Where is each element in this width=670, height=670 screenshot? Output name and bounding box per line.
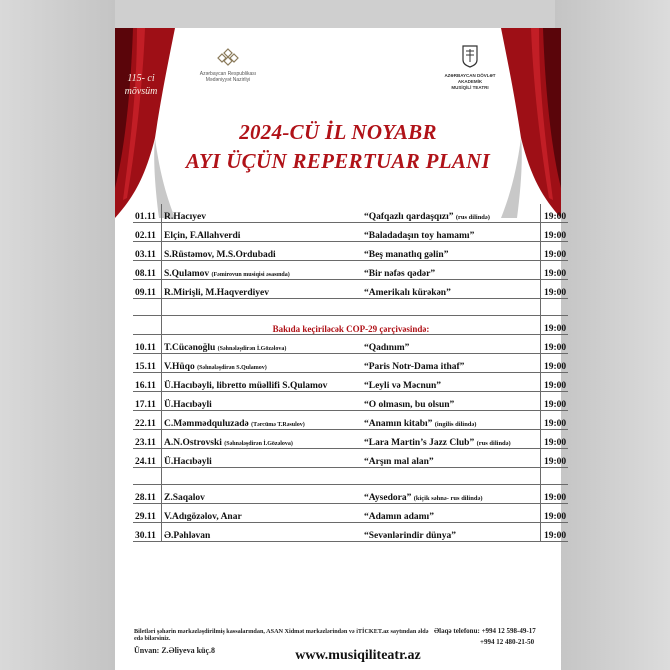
author-cell: [162, 430, 363, 449]
table-row: [133, 430, 568, 449]
author-cell: [162, 504, 363, 523]
author-text: R.Mirişli, M.Haqverdiyev: [164, 288, 270, 298]
author-text: C.Məmmədquluzadə: [164, 419, 249, 429]
show-cell: [362, 242, 541, 261]
author-cell: [162, 354, 363, 373]
show-title: “Bir nəfəs qədər”: [364, 269, 436, 279]
table-row: [133, 261, 568, 280]
phone-number-1: +994 12 598-49-17: [481, 627, 536, 635]
author-cell: [162, 411, 363, 430]
theatre-name-line2: AKADEMİK: [457, 79, 483, 84]
table-row: [133, 354, 568, 373]
website-link[interactable]: www.musiqiliteatr.az: [295, 648, 421, 663]
show-title: “Baladadaşın toy hamamı”: [364, 231, 475, 241]
author-text: Ü.Hacıbəyli, libretto müəllifi S.Qulamov: [164, 381, 328, 391]
cop-heading: Bakıda keçiriləcək COP-29 çərçivəsində:: [162, 316, 541, 335]
season-number: 115- ci: [127, 73, 155, 84]
show-title: “Amerikalı kürəkən”: [364, 288, 451, 298]
contact-phones: [434, 626, 554, 648]
date-cell: 24.11: [133, 449, 162, 468]
author-text: V.Adıgözəlov, Anar: [164, 512, 242, 522]
show-title: “Anamın kitabı”: [364, 419, 433, 429]
ticket-info-text: Biletləri şəhərin mərkəzləşdirilmiş kassalarından, ASAN Xidmət mərkəzlərindən və iTİCKET.az saytından əldə edə bilərsiniz.: [134, 628, 429, 642]
author-text: Ə.Pəhləvan: [164, 531, 211, 541]
table-row: [133, 392, 568, 411]
show-cell: [362, 373, 541, 392]
author-cell: [162, 335, 363, 354]
time-cell: 19:00: [541, 242, 569, 261]
theatre-logo: [435, 44, 505, 91]
table-row: [133, 204, 568, 223]
empty-row: [133, 299, 568, 316]
author-text: Elçin, F.Allahverdi: [164, 231, 241, 241]
table-row: [133, 523, 568, 542]
date-cell: 16.11: [133, 373, 162, 392]
date-cell: 23.11: [133, 430, 162, 449]
ministry-logo: [183, 48, 273, 83]
table-row: [133, 449, 568, 468]
table-row: [133, 485, 568, 504]
author-text: S.Qulamov: [164, 269, 210, 279]
table-row: [133, 373, 568, 392]
table-row: [133, 223, 568, 242]
date-cell: 10.11: [133, 335, 162, 354]
author-text: Ü.Hacıbəyli: [164, 457, 212, 467]
author-cell: [162, 261, 363, 280]
red-curtain-left: [115, 28, 175, 218]
date-cell: 30.11: [133, 523, 162, 542]
time-cell: 19:00: [541, 204, 569, 223]
blurred-background-right: [555, 0, 670, 670]
time-cell: 19:00: [541, 373, 569, 392]
show-note: (kiçik səhnə- rus dilində): [413, 495, 483, 502]
address-text: Ünvan: Z.Əliyeva küç.8: [134, 646, 216, 655]
show-note: (rus dilində): [476, 440, 511, 447]
author-note: (Səhnələşdirən İ.Gözəlova): [217, 346, 287, 352]
time-cell: 19:00: [541, 335, 569, 354]
show-cell: [362, 223, 541, 242]
table-row: [133, 411, 568, 430]
ministry-emblem-icon: [217, 48, 239, 66]
show-title: “Aysedora”: [364, 493, 412, 503]
time-cell: 19:00: [541, 223, 569, 242]
date-cell: 08.11: [133, 261, 162, 280]
table-row: [133, 335, 568, 354]
date-cell: 03.11: [133, 242, 162, 261]
table-row: [133, 504, 568, 523]
time-cell: 19:00: [541, 280, 569, 299]
date-cell: 22.11: [133, 411, 162, 430]
ministry-name-line2: Mədəniyyət Nazirliyi: [205, 77, 251, 83]
date-cell: 17.11: [133, 392, 162, 411]
show-note: (ingilis dilində): [434, 421, 477, 428]
time-cell: 19:00: [541, 316, 569, 335]
season-word: mövsüm: [124, 86, 158, 97]
poster-title-line2: AYI ÜÇÜN REPERTUAR PLANI: [185, 149, 491, 173]
author-cell: [162, 523, 363, 542]
show-title: “Sevənlərindir dünya”: [364, 531, 456, 541]
author-note: (Səhnələşdirən İ.Gözəlova): [224, 441, 293, 447]
time-cell: 19:00: [541, 449, 569, 468]
show-cell: [362, 411, 541, 430]
author-note: (Tərcümə T.Rəsulov): [251, 422, 305, 428]
author-text: A.N.Ostrovski: [164, 438, 222, 448]
show-cell: [362, 504, 541, 523]
table-row: [133, 242, 568, 261]
date-cell: 29.11: [133, 504, 162, 523]
time-cell: 19:00: [541, 523, 569, 542]
theatre-name-line3: MUSİQİLİ TEATRI: [451, 85, 489, 90]
author-text: Z.Saqalov: [164, 493, 205, 503]
time-cell: 19:00: [541, 392, 569, 411]
author-cell: [162, 392, 363, 411]
show-cell: [362, 204, 541, 223]
show-title: “Arşın mal alan”: [364, 457, 434, 467]
cop-heading-row: [133, 316, 568, 335]
phone-number-2: +994 12 480-21-50: [480, 638, 535, 646]
empty-row: [133, 468, 568, 485]
date-cell: 01.11: [133, 204, 162, 223]
table-row: [133, 280, 568, 299]
date-cell: 28.11: [133, 485, 162, 504]
author-cell: [162, 485, 363, 504]
show-title: “Adamın adamı”: [364, 512, 434, 522]
show-title: “Beş manatlıq gəlin”: [364, 250, 449, 260]
show-cell: [362, 335, 541, 354]
time-cell: 19:00: [541, 504, 569, 523]
show-cell: [362, 261, 541, 280]
ministry-name-line1: Azərbaycan Respublikası: [199, 71, 257, 77]
time-cell: 19:00: [541, 354, 569, 373]
author-cell: [162, 242, 363, 261]
show-cell: [362, 392, 541, 411]
author-cell: [162, 373, 363, 392]
time-cell: 19:00: [541, 430, 569, 449]
show-title: “Lara Martin’s Jazz Club”: [364, 438, 475, 448]
author-cell: [162, 280, 363, 299]
time-cell: 19:00: [541, 485, 569, 504]
theatre-emblem-icon: [459, 44, 481, 68]
date-cell: 15.11: [133, 354, 162, 373]
repertoire-table: [133, 204, 568, 542]
date-cell: 02.11: [133, 223, 162, 242]
show-title: “Qafqazlı qardaşqızı”: [364, 212, 454, 222]
phone-label: Əlaqə telefonu:: [434, 627, 480, 635]
author-note: (Fəmirovun musiqisi əsasında): [211, 272, 290, 278]
author-text: S.Rüstəmov, M.S.Ordubadi: [164, 250, 276, 260]
date-cell: 09.11: [133, 280, 162, 299]
time-cell: 19:00: [541, 411, 569, 430]
show-cell: [362, 449, 541, 468]
author-cell: [162, 449, 363, 468]
show-cell: [362, 354, 541, 373]
red-curtain-right: [501, 28, 561, 218]
author-text: R.Hacıyev: [164, 212, 206, 222]
show-cell: [362, 523, 541, 542]
author-text: Ü.Hacıbəyli: [164, 400, 212, 410]
show-title: “Leyli və Məcnun”: [364, 381, 442, 391]
season-label: [117, 72, 165, 98]
theatre-name-line1: AZƏRBAYCAN DÖVLƏT: [444, 73, 496, 78]
time-cell: 19:00: [541, 261, 569, 280]
repertoire-poster: [115, 28, 567, 670]
blurred-background-left: [0, 0, 115, 670]
show-title: “Qadınım”: [364, 343, 410, 353]
poster-title-line1: 2024-CÜ İL NOYABR: [239, 120, 437, 144]
author-note: (Səhnələşdirən S.Qulamov): [197, 365, 267, 371]
show-cell: [362, 430, 541, 449]
show-title: “O olmasın, bu olsun”: [364, 400, 455, 410]
show-title: “Paris Notr-Dama ithaf”: [364, 362, 465, 372]
show-cell: [362, 485, 541, 504]
author-cell: [162, 223, 363, 242]
show-cell: [362, 280, 541, 299]
author-text: V.Hüqo: [164, 362, 195, 372]
show-note: (rus dilində): [455, 214, 490, 221]
author-text: T.Cücənoğlu: [164, 343, 216, 353]
author-cell: [162, 204, 363, 223]
